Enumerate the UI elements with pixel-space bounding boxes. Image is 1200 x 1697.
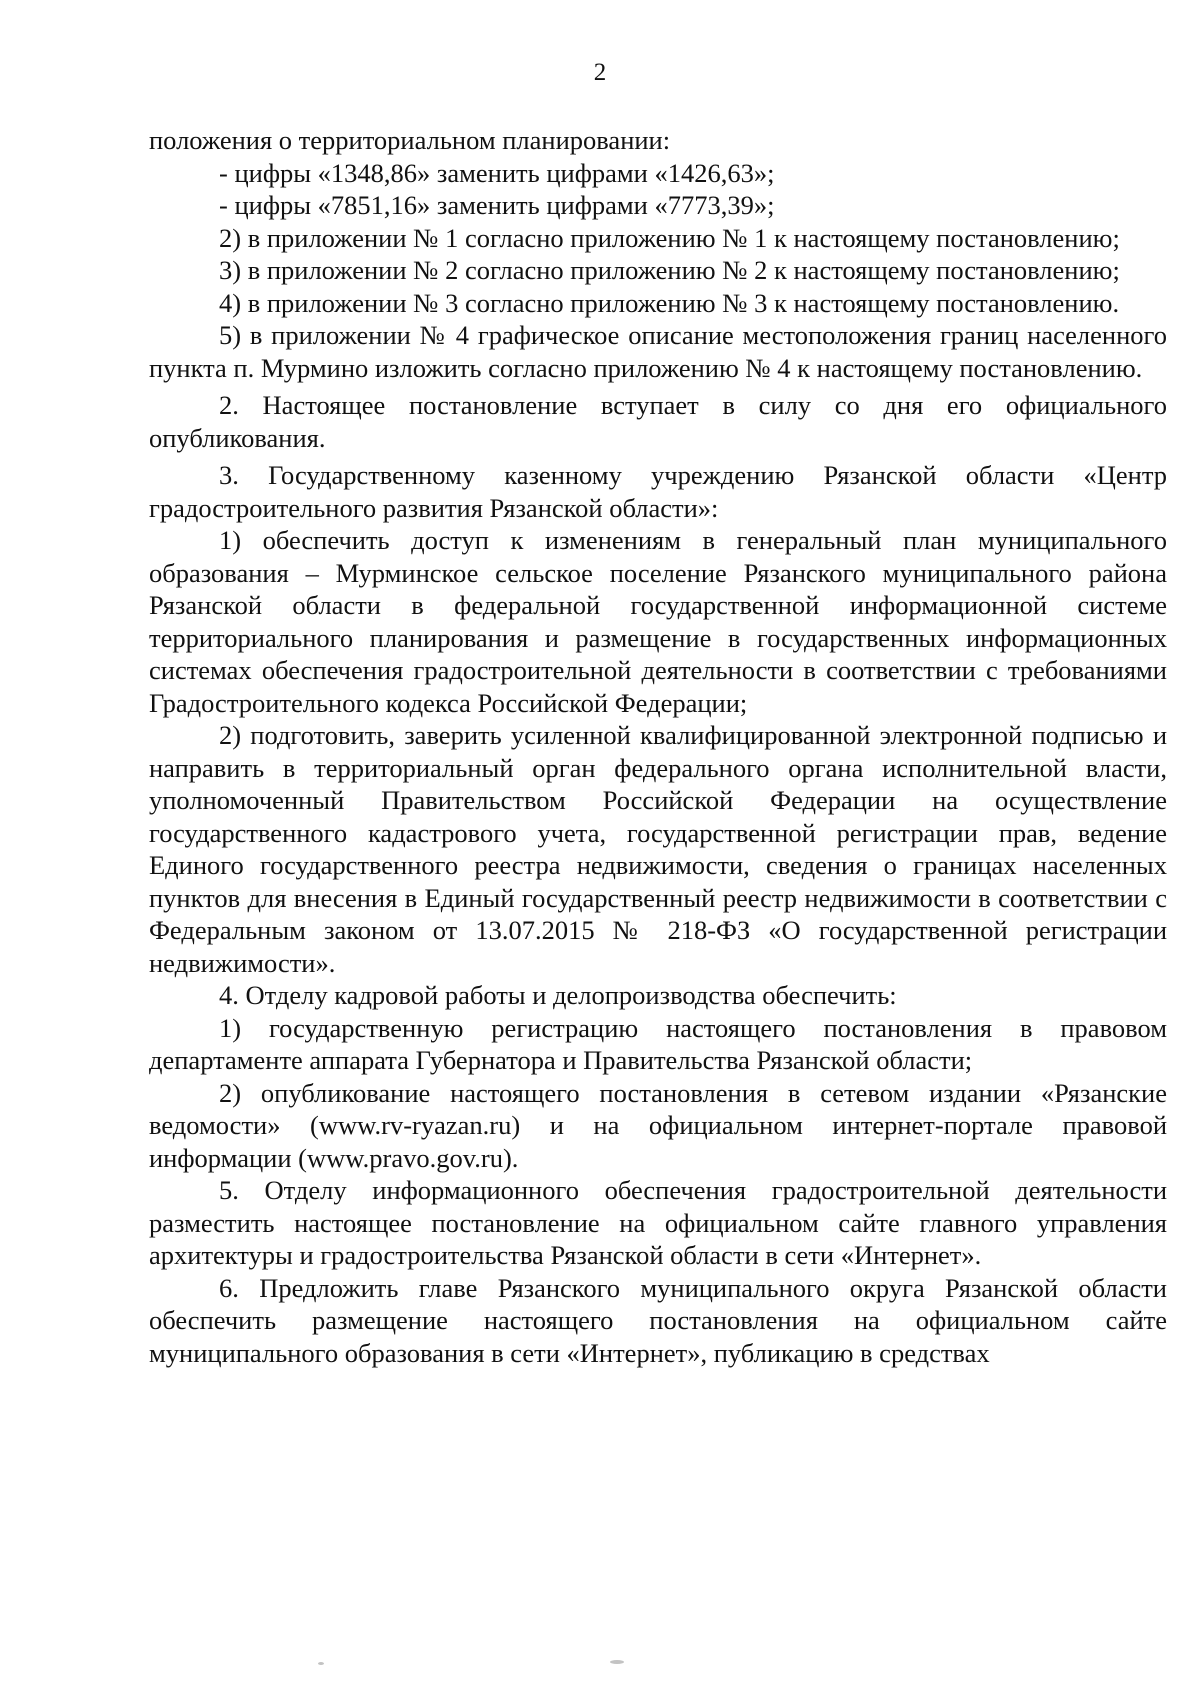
paragraph-clause-2: 2. Настоящее постановление вступает в силу со дня его официального опубликования.: [149, 390, 1167, 453]
page-number: 2: [593, 59, 607, 86]
paragraph-clause-4-item-1: 1) государственную регистрацию настоящего постановления в правовом департаменте аппарата Губернатора и Правительства Рязанской области;: [149, 1012, 1167, 1075]
paragraph-item-figures-1: - цифры «1348,86» заменить цифрами «1426,63»;: [219, 157, 775, 188]
paragraph-clause-6: 6. Предложить главе Рязанского муниципального округа Рязанской области обеспечить размещение настоящего постановления на официальном сайте муниципального образования в сети «Интернет», публикацию в средствах: [149, 1272, 1167, 1368]
paragraph-item-2: 2) в приложении № 1 согласно приложению № 1 к настоящему постановлению;: [219, 222, 1120, 253]
scan-speck: [610, 1660, 624, 1664]
paragraph-item-figures-2: - цифры «7851,16» заменить цифрами «7773,39»;: [219, 190, 775, 220]
paragraph-clause-3-item-1: 1) обеспечить доступ к изменениям в генеральный план муниципального образования – Мурминское сельское поселение Рязанского муниципального района Рязанской области в федеральной государственной информационной системе территориального планирования и размещение в государственных информационных системах обеспечения градостроительной деятельности в соответствии с требованиями Градостроительного кодекса Российской Федерации;: [149, 525, 1167, 718]
paragraph-clause-3-item-2: 2) подготовить, заверить усиленной квалифицированной электронной подписью и направить в территориальный орган федерального органа исполнительной власти, уполномоченный Правительством Российской Федерации на осуществление государственного кадастрового учета, государственной регистрации прав, ведение Единого государственного реестра недвижимости, сведения о границах населенных пунктов для внесения в Единый государственный реестр недвижимости в соответствии с Федеральным законом от 13.07.2015 № 218-ФЗ «О государственной регистрации недвижимости».: [149, 720, 1167, 978]
paragraph-clause-4-item-2: 2) опубликование настоящего постановления в сетевом издании «Рязанские ведомости» (www.rv-ryazan.ru) и на официальном интернет-портале правовой информации (www.pravo.gov.ru).: [149, 1077, 1167, 1173]
paragraph-item-5: 5) в приложении № 4 графическое описание местоположения границ населенного пункта п. Мурмино изложить согласно приложению № 4 к настоящему постановлению.: [149, 320, 1167, 383]
document-body: [149, 124, 1167, 1369]
scan-speck: [318, 1662, 324, 1665]
paragraph-clause-3: 3. Государственному казенному учреждению Рязанской области «Центр градостроительного развития Рязанской области»:: [149, 460, 1167, 523]
paragraph-item-4: 4) в приложении № 3 согласно приложению № 3 к настоящему постановлению.: [219, 287, 1120, 318]
paragraph-item-3: 3) в приложении № 2 согласно приложению № 2 к настоящему постановлению;: [219, 255, 1120, 285]
paragraph-continuation: положения о территориальном планировании:: [149, 125, 671, 155]
paragraph-clause-4: 4. Отделу кадровой работы и делопроизводства обеспечить:: [219, 980, 897, 1010]
paragraph-clause-5: 5. Отделу информационного обеспечения градостроительной деятельности разместить настоящее постановление на официальном сайте главного управления архитектуры и градостроительства Рязанской области в сети «Интернет».: [149, 1175, 1167, 1270]
